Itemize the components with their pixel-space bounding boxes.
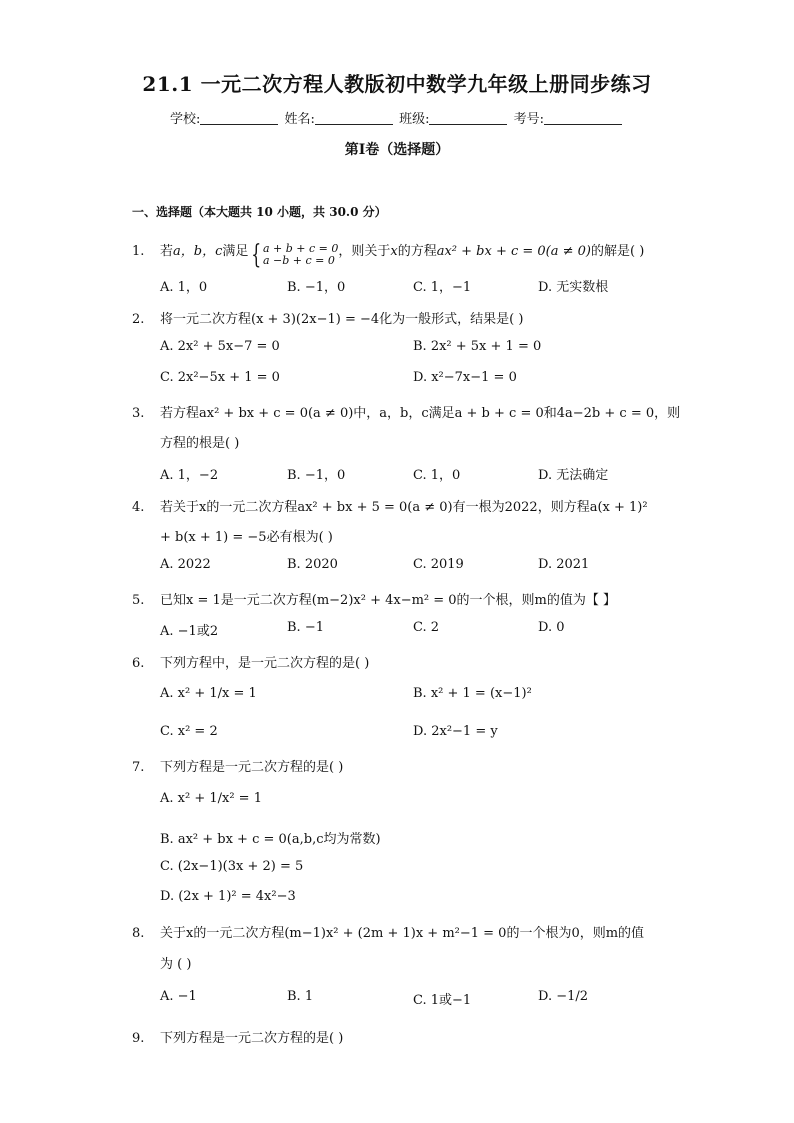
question-text: 满足	[222, 244, 249, 259]
system-row: a + b + c = 0	[262, 242, 339, 255]
option-d: D. 2021	[538, 557, 590, 572]
option-b: B. 2020	[287, 557, 338, 572]
question-number: 7.	[132, 760, 145, 775]
question-text: 下列方程是一元二次方程的是( )	[160, 1031, 344, 1046]
system-row: a −b + c = 0	[262, 254, 335, 267]
question-number: 9.	[132, 1031, 145, 1046]
question-8-line-2: 为 ( )	[160, 957, 192, 972]
option-d: D. 2x²−1 = y	[413, 724, 498, 739]
option-a: A. x² + 1/x² = 1	[160, 791, 262, 806]
question-8	[132, 922, 644, 941]
option-a: A. −1	[160, 989, 197, 1004]
question-text: 若方程ax² + bx + c = 0(a ≠ 0)中，a，b，c满足a + b + c = 0和4a−2b + c = 0，则	[160, 406, 681, 421]
question-number: 1.	[132, 244, 145, 259]
question-number: 4.	[132, 500, 145, 515]
class-blank	[429, 111, 507, 125]
option-b: B. 1	[287, 989, 314, 1004]
option-c: C. x² = 2	[160, 724, 218, 739]
question-math: ax² + bx + c = 0(a ≠ 0)	[436, 244, 591, 259]
option-c: C. 2x²−5x + 1 = 0	[160, 370, 280, 385]
option-b: B. 2x² + 5x + 1 = 0	[413, 339, 542, 354]
question-4	[132, 496, 648, 515]
question-1	[132, 240, 645, 270]
option-c: C. 2019	[413, 557, 464, 572]
school-blank	[200, 111, 278, 125]
exam-no-label: 考号:	[513, 112, 544, 127]
question-text: 已知x = 1是一元二次方程(m−2)x² + 4x−m² = 0的一个根，则m的值为【 】	[160, 593, 617, 608]
question-text: 将一元二次方程(x + 3)(2x−1) = −4化为一般形式，结果是( )	[160, 312, 524, 327]
option-b: B. −1，0	[287, 280, 346, 295]
question-text: 下列方程中，是一元二次方程的是( )	[160, 656, 370, 671]
question-2	[132, 308, 523, 327]
question-4-line-2: + b(x + 1) = −5必有根为( )	[160, 530, 333, 545]
question-number: 6.	[132, 656, 145, 671]
student-info-line	[0, 108, 794, 127]
option-a: A. 1，−2	[160, 468, 219, 483]
option-d: D. 无实数根	[538, 280, 609, 295]
question-number: 3.	[132, 406, 145, 421]
option-c: C. 2	[413, 620, 440, 635]
question-number: 5.	[132, 593, 145, 608]
question-math: x	[390, 244, 398, 259]
question-text: ，则关于	[338, 244, 391, 259]
option-c: C. (2x−1)(3x + 2) = 5	[160, 859, 304, 874]
question-9	[132, 1027, 343, 1046]
question-text: 的方程	[397, 244, 437, 259]
question-text: 若关于x的一元二次方程ax² + bx + 5 = 0(a ≠ 0)有一根为2022，则方程a(x + 1)²	[160, 500, 648, 515]
option-a: A. x² + 1/x = 1	[160, 686, 257, 701]
question-math: a，b，c	[173, 244, 223, 259]
question-text: 下列方程是一元二次方程的是( )	[160, 760, 344, 775]
option-b: B. ax² + bx + c = 0(a,b,c均为常数)	[160, 832, 381, 847]
name-label: 姓名:	[284, 112, 315, 127]
option-c: C. 1，−1	[413, 280, 472, 295]
option-a: A. 2022	[160, 557, 211, 572]
option-d: D. x²−7x−1 = 0	[413, 370, 517, 385]
class-label: 班级:	[399, 112, 430, 127]
option-a: A. −1或2	[160, 624, 219, 639]
school-label: 学校:	[170, 112, 201, 127]
volume-heading: 第I卷（选择题）	[344, 142, 450, 158]
option-d: D. −1/2	[538, 989, 589, 1004]
question-text: 的解是( )	[591, 244, 645, 259]
name-blank	[315, 111, 393, 125]
option-b: B. x² + 1 = (x−1)²	[413, 686, 532, 701]
question-text: 若	[160, 244, 174, 259]
option-b: B. −1	[287, 620, 324, 635]
option-b: B. −1，0	[287, 468, 346, 483]
question-7	[132, 756, 343, 775]
question-3	[132, 402, 680, 421]
option-d: D. 无法确定	[538, 468, 609, 483]
exam-no-blank	[544, 111, 622, 125]
question-number: 2.	[132, 312, 145, 327]
option-c: C. 1，0	[413, 468, 461, 483]
section-heading: 一、选择题（本大题共 10 小题，共 30.0 分）	[132, 205, 387, 219]
option-d: D. 0	[538, 620, 565, 635]
question-text: 关于x的一元二次方程(m−1)x² + (2m + 1)x + m²−1 = 0的一个根为0，则m的值	[160, 926, 645, 941]
question-3-line-2: 方程的根是( )	[160, 436, 240, 451]
question-5	[132, 589, 616, 608]
option-c: C. 1或−1	[413, 993, 472, 1008]
question-6	[132, 652, 369, 671]
option-a: A. 1，0	[160, 280, 208, 295]
equation-system: { a + b + c = 0 a −b + c = 0	[251, 240, 339, 270]
question-number: 8.	[132, 926, 145, 941]
page-title: 21.1 一元二次方程人教版初中数学九年级上册同步练习	[142, 72, 652, 96]
option-d: D. (2x + 1)² = 4x²−3	[160, 889, 296, 904]
option-a: A. 2x² + 5x−7 = 0	[160, 339, 280, 354]
